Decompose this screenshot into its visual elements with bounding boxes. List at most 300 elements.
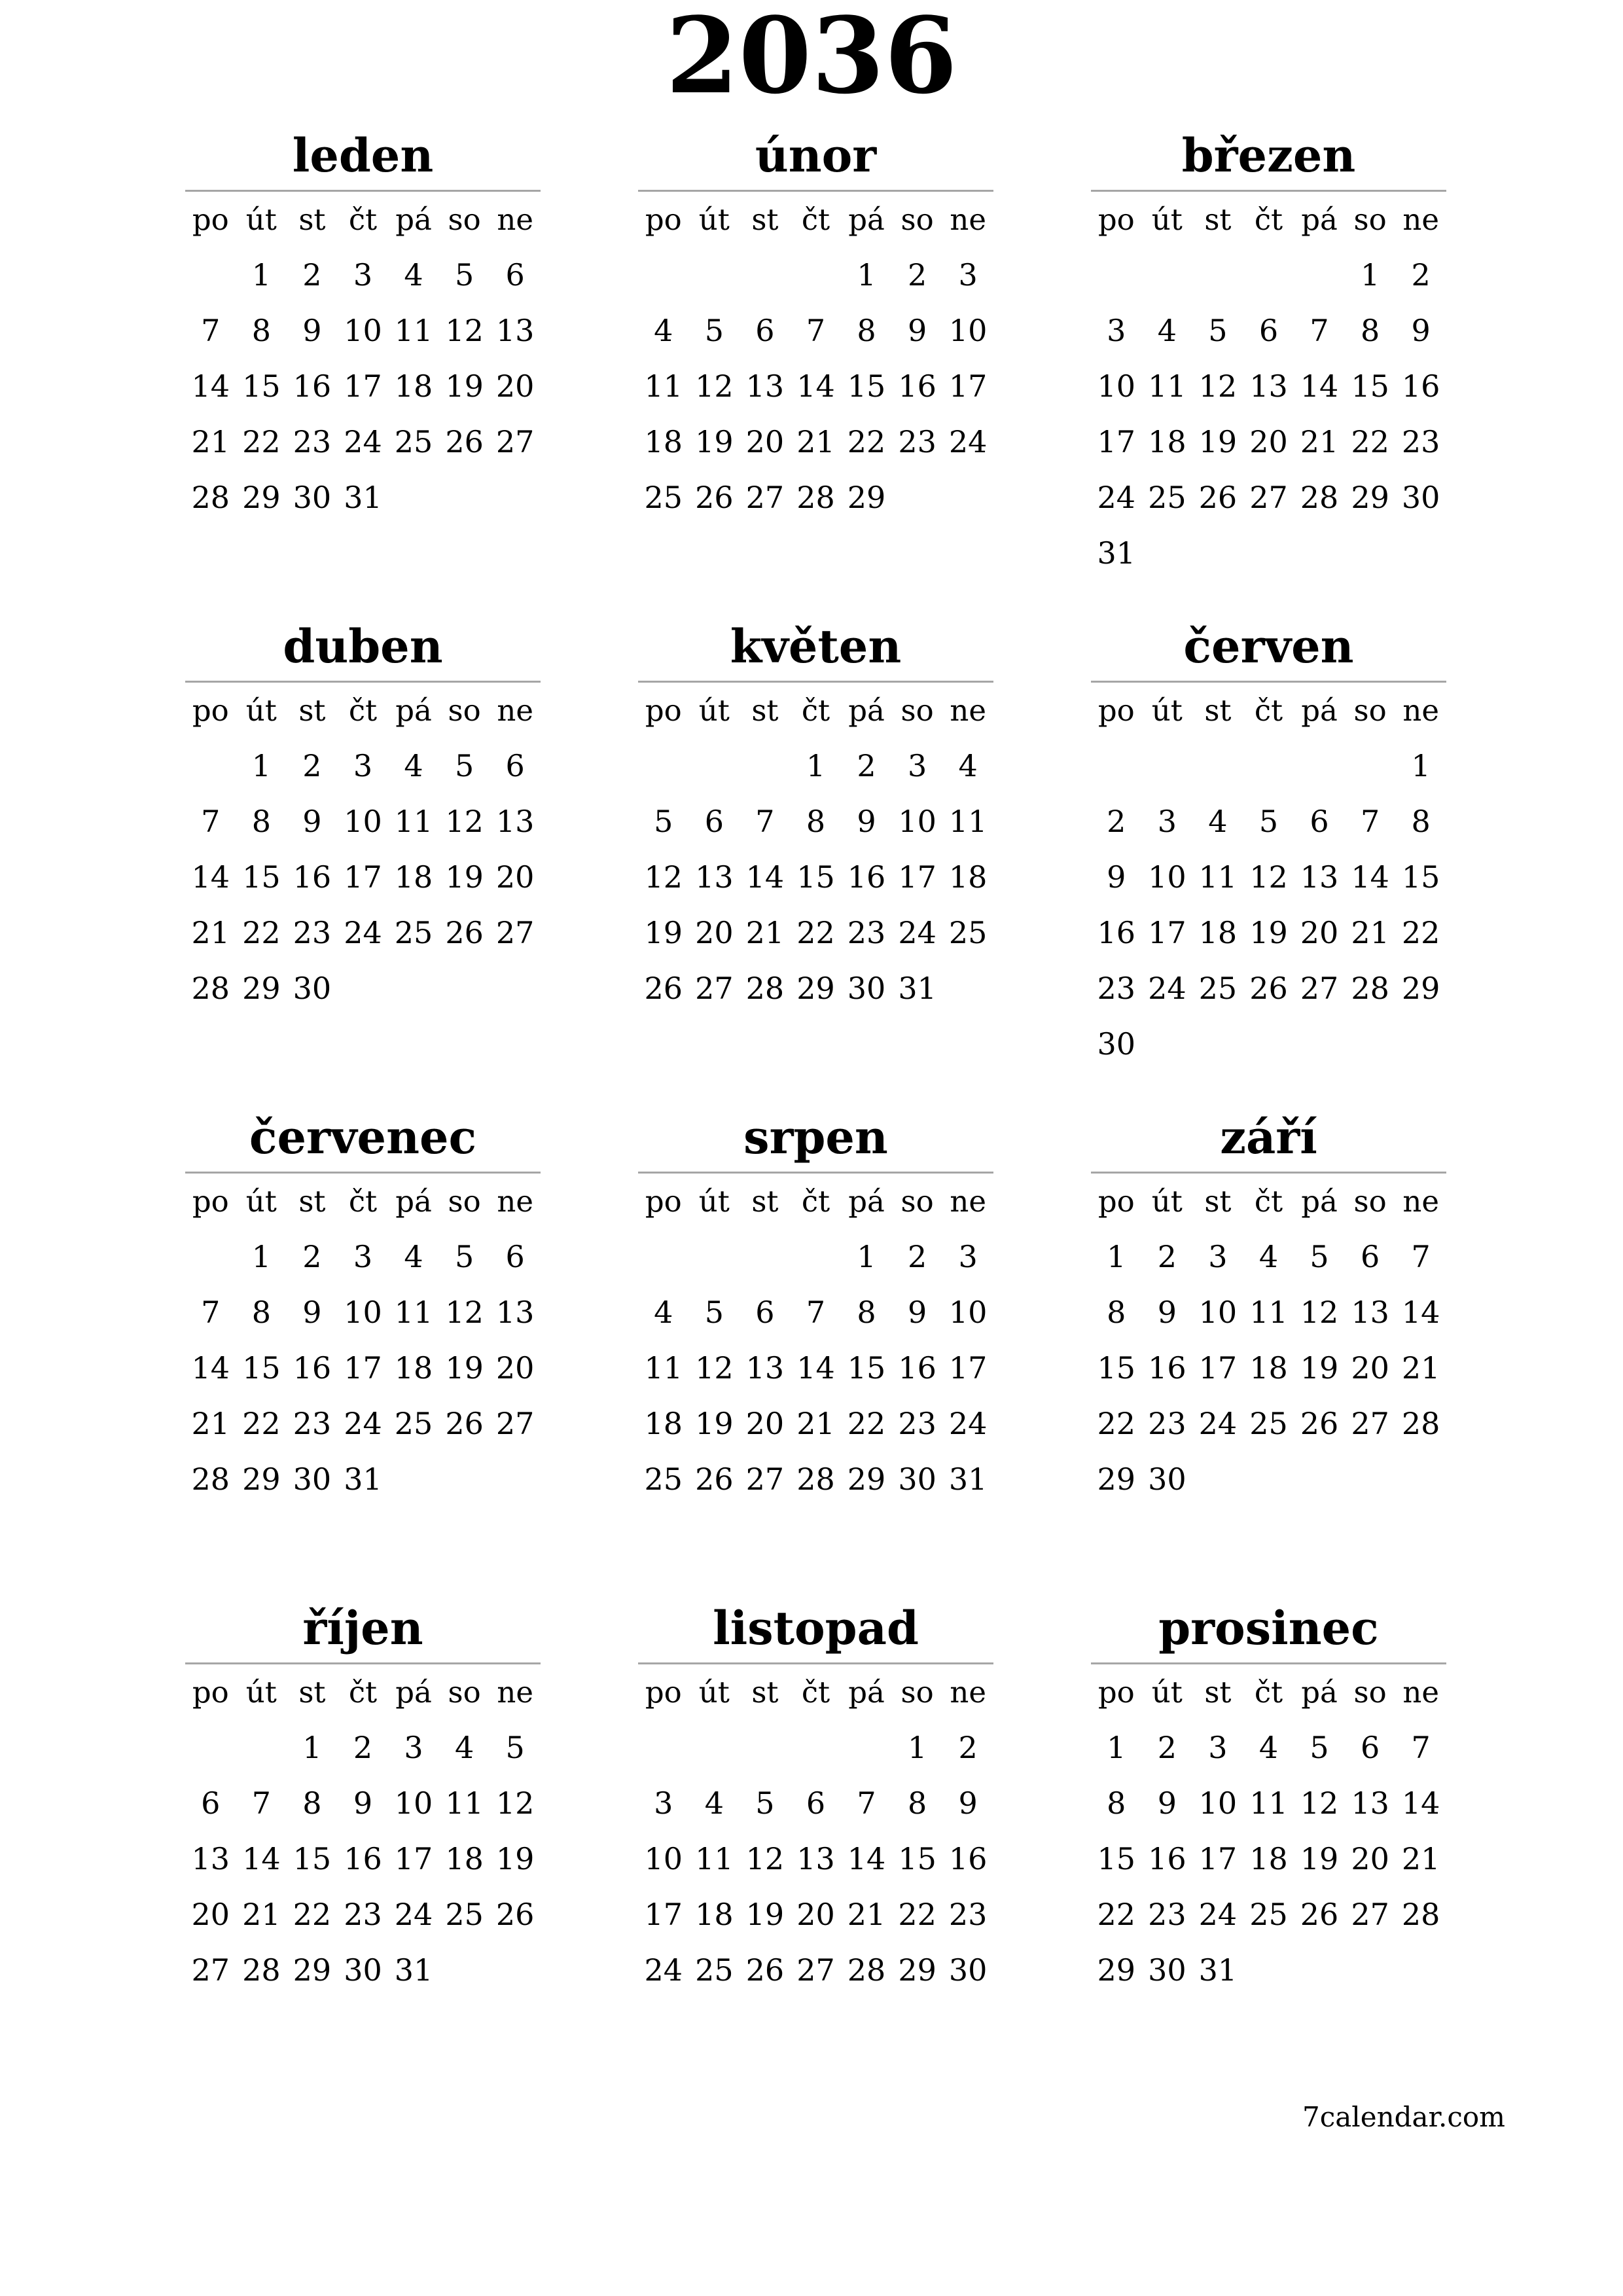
week-row [1091,1229,1446,1285]
day-cell: 6 [1360,1730,1380,1765]
weekday-label: po [192,1675,229,1710]
weekday-header-row [185,683,541,738]
weekday-label: so [1353,1675,1387,1710]
weekday-label: pá [848,1675,885,1710]
day-cell: 16 [293,368,332,404]
weekday-label: st [298,202,326,237]
empty-day-cell [388,961,439,1016]
day-cell: 23 [1401,424,1440,459]
day-cell: 6 [505,257,525,293]
day-cell: 28 [191,480,230,515]
day-cell: 13 [796,1841,835,1876]
day-cell: 30 [898,1462,936,1497]
day-cell: 7 [1310,313,1329,348]
day-cell: 14 [796,368,835,404]
day-cell: 24 [394,1897,433,1932]
month-name: duben [283,619,443,673]
day-cell: 27 [745,1462,785,1497]
day-cell: 4 [654,1295,673,1330]
empty-day-cell [1142,738,1193,794]
weekday-label: so [448,1184,481,1219]
week-row [185,303,541,359]
day-cell: 27 [1249,480,1288,515]
day-cell: 26 [695,480,734,515]
day-cell: 6 [755,1295,775,1330]
empty-day-cell [185,738,236,794]
empty-day-cell [942,961,993,1016]
weekday-label: ne [950,202,986,237]
week-row [1091,1831,1446,1887]
day-cell: 23 [293,915,332,950]
day-cell: 18 [394,1350,433,1386]
week-row [185,1831,541,1887]
week-row [638,1396,993,1452]
day-cell: 3 [1208,1730,1228,1765]
weekday-label: po [192,202,229,237]
day-cell: 21 [847,1897,886,1932]
weekday-label: pá [1301,1675,1338,1710]
week-row [638,359,993,414]
week-row [185,470,541,526]
day-cell: 4 [1157,313,1177,348]
weekday-label: ne [1402,202,1439,237]
weekday-label: st [298,1184,326,1219]
day-cell: 27 [495,424,535,459]
weekday-header-row [638,1664,993,1720]
empty-day-cell [1294,526,1345,581]
day-cell: 25 [445,1897,484,1932]
day-cell: 14 [745,859,785,895]
day-cell: 4 [654,313,673,348]
day-cell: 12 [445,804,484,839]
day-cell: 17 [1148,915,1186,950]
day-cell: 18 [394,859,433,895]
day-cell: 11 [695,1841,734,1876]
day-cell: 6 [704,804,724,839]
day-cell: 7 [1360,804,1380,839]
week-row [1091,1943,1446,1998]
day-cell: 21 [1300,424,1339,459]
week-row [185,850,541,905]
day-cell: 30 [1401,480,1440,515]
day-cell: 30 [293,1462,332,1497]
empty-day-cell [490,470,541,526]
day-cell: 24 [344,424,382,459]
empty-day-cell [1345,738,1396,794]
day-cell: 4 [704,1785,724,1821]
day-cell: 27 [1351,1897,1389,1932]
day-cell: 21 [191,424,230,459]
day-cell: 13 [495,313,535,348]
day-cell: 28 [796,480,835,515]
day-cell: 20 [1351,1841,1389,1876]
footer-site-name: 7calendar.com [1302,2101,1505,2133]
day-cell: 20 [1300,915,1339,950]
week-row [638,905,993,961]
day-cell: 13 [1300,859,1339,895]
empty-day-cell [1243,1452,1294,1507]
day-cell: 24 [1097,480,1136,515]
day-cell: 21 [191,915,230,950]
day-cell: 9 [907,1295,927,1330]
day-cell: 1 [302,1730,322,1765]
month-block [185,612,541,1016]
day-cell: 15 [1401,859,1440,895]
week-row [1091,1887,1446,1943]
day-cell: 29 [1097,1952,1136,1988]
day-cell: 13 [745,1350,785,1386]
empty-day-cell [1294,1943,1345,1998]
day-cell: 8 [806,804,826,839]
week-row [638,303,993,359]
day-cell: 19 [445,368,484,404]
day-cell: 22 [847,1406,886,1441]
day-cell: 2 [1411,257,1431,293]
day-cell: 1 [907,1730,927,1765]
day-cell: 26 [1300,1897,1339,1932]
empty-day-cell [1395,1943,1446,1998]
day-cell: 23 [1148,1406,1186,1441]
day-cell: 20 [495,1350,535,1386]
weekday-label: út [698,1184,730,1219]
weekday-label: st [1204,1675,1232,1710]
weekday-label: út [698,1675,730,1710]
day-cell: 28 [847,1952,886,1988]
weekday-label: ne [1402,693,1439,728]
day-cell: 8 [302,1785,322,1821]
empty-day-cell [388,470,439,526]
empty-day-cell [1192,738,1243,794]
day-cell: 25 [695,1952,734,1988]
day-cell: 1 [857,257,876,293]
week-row [638,1452,993,1507]
day-cell: 25 [394,424,433,459]
day-cell: 4 [404,748,423,783]
empty-day-cell [439,961,490,1016]
day-cell: 31 [344,480,382,515]
day-cell: 1 [251,257,271,293]
day-cell: 17 [1198,1350,1238,1386]
day-cell: 10 [948,1295,988,1330]
empty-day-cell [1294,1016,1345,1072]
day-cell: 9 [353,1785,373,1821]
weekday-label: út [1151,1675,1183,1710]
day-cell: 4 [454,1730,474,1765]
empty-day-cell [1243,1943,1294,1998]
day-cell: 16 [1148,1350,1186,1386]
day-cell: 27 [1300,971,1339,1006]
month-block [638,1103,993,1507]
weekday-label: pá [395,1675,432,1710]
day-cell: 25 [1249,1897,1288,1932]
weekday-label: so [448,693,481,728]
empty-day-cell [740,1720,791,1776]
weekday-label: po [1097,1184,1135,1219]
empty-day-cell [638,738,689,794]
day-cell: 9 [1157,1295,1177,1330]
day-cell: 3 [1107,313,1126,348]
week-row [1091,414,1446,470]
day-cell: 9 [907,313,927,348]
day-cell: 11 [394,1295,433,1330]
day-cell: 24 [948,424,988,459]
day-cell: 25 [644,480,683,515]
day-cell: 10 [948,313,988,348]
day-cell: 28 [745,971,785,1006]
weekday-label: st [751,1675,779,1710]
day-cell: 8 [251,804,271,839]
empty-day-cell [689,1229,740,1285]
week-row [1091,794,1446,850]
day-cell: 19 [445,1350,484,1386]
empty-day-cell [1345,1943,1396,1998]
weekday-label: st [751,202,779,237]
weekday-label: po [192,693,229,728]
weekday-label: st [298,693,326,728]
week-row [638,850,993,905]
day-cell: 15 [242,368,281,404]
day-cell: 3 [1208,1239,1228,1274]
day-cell: 6 [505,1239,525,1274]
day-cell: 15 [1351,368,1389,404]
empty-day-cell [740,247,791,303]
weekday-label: čt [348,1184,378,1219]
day-cell: 30 [1097,1026,1136,1062]
day-cell: 21 [796,424,835,459]
day-cell: 8 [1360,313,1380,348]
day-cell: 6 [201,1785,221,1821]
empty-day-cell [439,1943,490,1998]
weekday-label: so [1353,1184,1387,1219]
weekday-label: ne [950,1184,986,1219]
day-cell: 22 [1097,1897,1136,1932]
day-cell: 16 [948,1841,988,1876]
day-cell: 9 [1157,1785,1177,1821]
weekday-label: čt [801,1675,830,1710]
day-cell: 17 [1198,1841,1238,1876]
weekday-label: čt [1254,693,1283,728]
day-cell: 23 [344,1897,382,1932]
weekday-label: út [245,1184,277,1219]
day-cell: 1 [1107,1239,1126,1274]
weekday-header-row [638,192,993,247]
day-cell: 15 [242,1350,281,1386]
day-cell: 13 [695,859,734,895]
weekday-label: po [645,202,682,237]
week-row [1091,1396,1446,1452]
day-cell: 20 [745,1406,785,1441]
day-cell: 10 [344,1295,382,1330]
day-cell: 15 [847,1350,886,1386]
day-cell: 19 [495,1841,535,1876]
weekday-label: pá [1301,202,1338,237]
week-row [185,1943,541,1998]
day-cell: 22 [293,1897,332,1932]
day-cell: 12 [1249,859,1288,895]
empty-day-cell [185,1229,236,1285]
weekday-label: po [645,693,682,728]
weekday-label: pá [395,202,432,237]
day-cell: 6 [1310,804,1329,839]
week-row [638,247,993,303]
day-cell: 10 [1097,368,1136,404]
week-row [1091,738,1446,794]
empty-day-cell [638,1229,689,1285]
month-block [1091,1103,1446,1507]
day-cell: 27 [191,1952,230,1988]
day-cell: 13 [745,368,785,404]
day-cell: 7 [806,313,826,348]
day-cell: 12 [1300,1295,1339,1330]
weekday-label: st [1204,693,1232,728]
day-cell: 14 [191,368,230,404]
empty-day-cell [439,1452,490,1507]
month-block [185,121,541,526]
weekday-header-row [185,1664,541,1720]
day-cell: 25 [1198,971,1238,1006]
day-cell: 5 [454,1239,474,1274]
day-cell: 5 [1310,1730,1329,1765]
weekday-label: pá [848,693,885,728]
empty-day-cell [689,738,740,794]
day-cell: 30 [293,480,332,515]
empty-day-cell [1395,1452,1446,1507]
weekday-label: ne [497,202,533,237]
weekday-label: ne [1402,1675,1439,1710]
day-cell: 12 [1198,368,1238,404]
day-cell: 26 [445,915,484,950]
day-cell: 31 [394,1952,433,1988]
weekday-label: čt [348,693,378,728]
day-cell: 8 [857,313,876,348]
empty-day-cell [490,961,541,1016]
day-cell: 18 [948,859,988,895]
day-cell: 12 [644,859,683,895]
day-cell: 10 [344,804,382,839]
empty-day-cell [439,470,490,526]
day-cell: 8 [251,1295,271,1330]
day-cell: 28 [1351,971,1389,1006]
month-name: leden [292,128,434,183]
day-cell: 27 [796,1952,835,1988]
day-cell: 11 [1249,1295,1288,1330]
day-cell: 22 [898,1897,936,1932]
empty-day-cell [1192,247,1243,303]
day-cell: 17 [394,1841,433,1876]
day-cell: 19 [1300,1350,1339,1386]
day-cell: 15 [898,1841,936,1876]
day-cell: 20 [745,424,785,459]
day-cell: 13 [191,1841,230,1876]
day-cell: 28 [796,1462,835,1497]
empty-day-cell [740,738,791,794]
week-row [638,1776,993,1831]
week-row [638,961,993,1016]
week-row [638,1229,993,1285]
day-cell: 14 [191,859,230,895]
weekday-label: čt [1254,1675,1283,1710]
weekday-label: pá [395,1184,432,1219]
empty-day-cell [1243,1016,1294,1072]
weekday-header-row [1091,192,1446,247]
day-cell: 7 [201,1295,221,1330]
day-cell: 18 [1198,915,1238,950]
day-cell: 26 [644,971,683,1006]
week-row [1091,850,1446,905]
weekday-label: po [1097,202,1135,237]
day-cell: 22 [847,424,886,459]
day-cell: 16 [293,859,332,895]
day-cell: 8 [857,1295,876,1330]
day-cell: 28 [191,971,230,1006]
day-cell: 23 [1148,1897,1186,1932]
month-block [185,1103,541,1507]
weekday-header-row [1091,683,1446,738]
day-cell: 5 [454,748,474,783]
day-cell: 6 [505,748,525,783]
weekday-label: so [448,202,481,237]
day-cell: 25 [1148,480,1186,515]
day-cell: 9 [302,313,322,348]
day-cell: 1 [251,748,271,783]
empty-day-cell [388,1452,439,1507]
day-cell: 30 [847,971,886,1006]
week-row [185,1396,541,1452]
empty-day-cell [1294,1452,1345,1507]
weekday-header-row [185,192,541,247]
day-cell: 15 [1097,1350,1136,1386]
month-name: červen [1183,619,1354,673]
week-row [638,1340,993,1396]
week-row [1091,526,1446,581]
weekday-label: čt [801,202,830,237]
empty-day-cell [740,1229,791,1285]
week-row [638,794,993,850]
week-row [185,1776,541,1831]
empty-day-cell [236,1720,287,1776]
day-cell: 30 [344,1952,382,1988]
day-cell: 6 [755,313,775,348]
weekday-label: ne [497,1184,533,1219]
day-cell: 12 [695,368,734,404]
weekday-label: so [1353,202,1387,237]
weekday-label: út [1151,693,1183,728]
day-cell: 20 [495,859,535,895]
week-row [1091,359,1446,414]
month-block [638,612,993,1016]
day-cell: 19 [644,915,683,950]
day-cell: 20 [695,915,734,950]
day-cell: 11 [1249,1785,1288,1821]
day-cell: 15 [242,859,281,895]
day-cell: 13 [1351,1295,1389,1330]
day-cell: 16 [1401,368,1440,404]
day-cell: 8 [1107,1295,1126,1330]
weekday-label: čt [801,693,830,728]
empty-day-cell [791,1720,842,1776]
weekday-label: so [901,1184,934,1219]
weekday-label: so [901,1675,934,1710]
empty-day-cell [689,247,740,303]
empty-day-cell [791,1229,842,1285]
day-cell: 25 [948,915,988,950]
month-block [1091,612,1446,1072]
day-cell: 3 [353,1239,373,1274]
day-cell: 26 [1300,1406,1339,1441]
week-row [185,1229,541,1285]
day-cell: 9 [302,1295,322,1330]
day-cell: 6 [806,1785,826,1821]
